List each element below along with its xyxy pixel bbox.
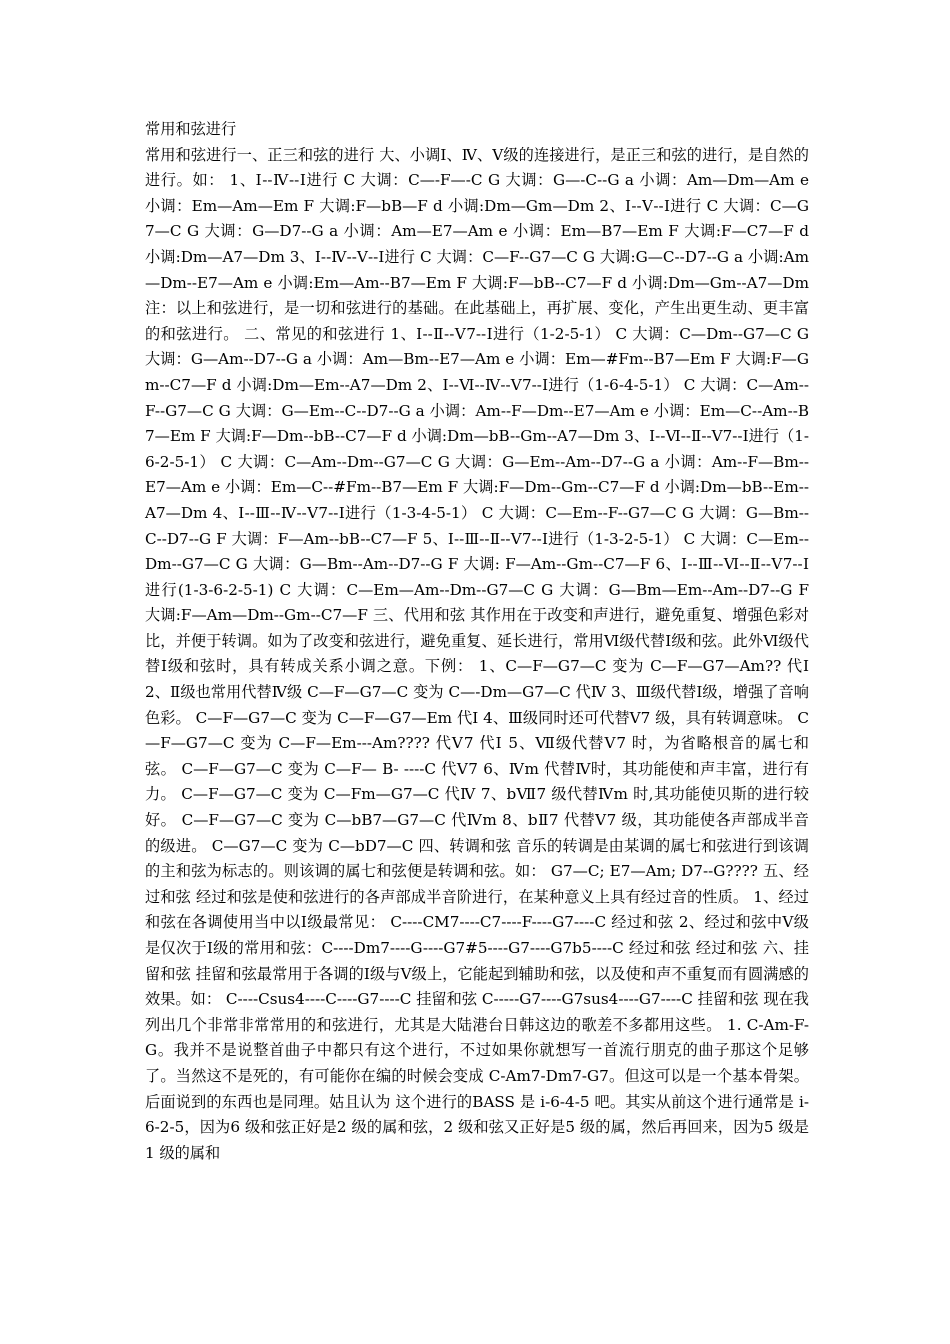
document-body: 常用和弦进行一、正三和弦的进行 大、小调Ⅰ、Ⅳ、Ⅴ级的连接进行，是正三和弦的进行，是自然的进行。如： 1、Ⅰ--Ⅳ--Ⅰ进行 C 大调：C—-F—-C G 大调：G—-C--G a 小调：Am—Dm—Am e 小调：Em—Am—Em F 大调:F—bB—F d 小调:Dm—Gm—Dm 2、Ⅰ--Ⅴ--Ⅰ进行 C 大调：C—G7—C G 大调：G—D7--G a 小调：Am—E7—Am e 小调：Em—B7—Em F 大调:F—C7—F d 小调:Dm—A7—Dm 3、Ⅰ--Ⅳ--Ⅴ--Ⅰ进行 C 大调：C—F--G7—C G 大调:G—C--D7--G a 小调:Am—Dm--E7—Am e 小调:Em—Am--B7—Em F 大调:F—bB--C7—F d 小调:Dm—Gm--A7—Dm 注：以上和弦进行，是一切和弦进行的基础。在此基础上，再扩展、变化，产生出更生动、更丰富的和弦进行。 二、常见的和弦进行 1、Ⅰ--Ⅱ--Ⅴ7--Ⅰ进行（1-2-5-1） C 大调：C—Dm--G7—C G 大调：G—Am--D7--G a 小调：Am—Bm--E7—Am e 小调：Em—#Fm--B7—Em F 大调:F—Gm--C7—F d 小调:Dm—Em--A7—Dm 2、Ⅰ--Ⅵ--Ⅳ--Ⅴ7--Ⅰ进行（1-6-4-5-1） C 大调：C—Am--F--G7—C G 大调：G—Em--C--D7--G a 小调：Am--F—Dm--E7—Am e 小调：Em—C--Am--B7—Em F 大调:F—Dm--bB--C7—F d 小调:Dm—bB--Gm--A7—Dm 3、Ⅰ--Ⅵ--Ⅱ--Ⅴ7--Ⅰ进行（1-6-2-5-1） C 大调：C—Am--Dm--G7—C G 大调：G—Em--Am--D7--G a 小调：Am--F—Bm--E7—Am e 小调：Em—C--#Fm--B7—Em F 大调:F—Dm--Gm--C7—F d 小调:Dm—bB--Em--A7—Dm 4、Ⅰ--Ⅲ--Ⅳ--Ⅴ7--Ⅰ进行（1-3-4-5-1） C 大调：C—Em--F--G7—C G 大调：G—Bm--C--D7--G F 大调：F—Am--bB--C7—F 5、Ⅰ--Ⅲ--Ⅱ--Ⅴ7--Ⅰ进行（1-3-2-5-1） C 大调：C—Em--Dm--G7—C G 大调：G—Bm--Am--D7--G F 大调: F—Am--Gm--C7—F 6、Ⅰ--Ⅲ--Ⅵ--Ⅱ--Ⅴ7--Ⅰ进行(1-3-6-2-5-1) C 大调：C—Em—Am--Dm--G7—C G 大调：G—Bm—Em--Am--D7--G F 大调:F—Am—Dm--Gm--C7—F 三、代用和弦 其作用在于改变和声进行，避免重复、增强色彩对比，并便于转调。如为了改变和弦进行，避免重复、延长进行，常用Ⅵ级代替Ⅰ级和弦。此外Ⅵ级代替Ⅰ级和弦时，具有转成关系小调之意。下例： 1、C—F—G7—C 变为 C—F—G7—Am?? 代Ⅰ 2、Ⅱ级也常用代替Ⅳ级 C—F—G7—C 变为 C—-Dm—G7—C 代Ⅳ 3、Ⅲ级代替Ⅰ级，增强了音响色彩。 C—F—G7—C 变为 C—F—G7—Em 代Ⅰ 4、Ⅲ级同时还可代替Ⅴ7 级，具有转调意味。 C—F—G7—C 变为 C—F—Em---Am???? 代Ⅴ7 代Ⅰ 5、Ⅶ级代替Ⅴ7 时，为省略根音的属七和弦。 C—F—G7—C 变为 C—F— B- ----C 代Ⅴ7 6、Ⅳm 代替Ⅳ时，其功能使和声丰富，进行有力。 C—F—G7—C 变为 C—Fm—G7—C 代Ⅳ 7、bⅦ7 级代替Ⅳm 时,其功能使贝斯的进行较好。 C—F—G7—C 变为 C—bB7—G7—C 代Ⅳm 8、bⅡ7 代替Ⅴ7 级，其功能使各声部成半音的级进。 C—G7—C 变为 C—bD7—C 四、转调和弦 音乐的转调是由某调的属七和弦进行到该调的主和弦为标志的。则该调的属七和弦便是转调和弦。如： G7—C; E7—Am; D7--G???? 五、经过和弦 经过和弦是使和弦进行的各声部成半音阶进行，在某种意义上具有经过音的性质。 1、经过和弦在各调使用当中以Ⅰ级最常见： C----CM7----C7----F----G7----C 经过和弦 2、经过和弦中Ⅴ级是仅次于Ⅰ级的常用和弦：C----Dm7----G----G7#5----G7----G7b5----C 经过和弦 经过和弦 六、挂留和弦 挂留和弦最常用于各调的Ⅰ级与Ⅴ级上，它能起到辅助和弦，以及使和声不重复而有圆满感的效果。如： C----Csus4----C----G7----C 挂留和弦 C-----G7----G7sus4----G7----C 挂留和弦 现在我列出几个非常非常常用的和弦进行，尤其是大陆港台日韩这边的歌差不多都用这些。 1. C-Am-F-G。我并不是说整首曲子中都只有这个进行，不过如果你就想写一首流行朋克的曲子那这个足够了。当然这不是死的，有可能你在编的时候会变成 C-Am7-Dm7-G7。但这可以是一个基本骨架。后面说到的东西也是同理。姑且认为 这个进行的BASS 是 i-6-4-5 吧。其实从前这个进行通常是 i-6-2-5，因为6 级和弦正好是2 级的属和弦，2 级和弦又正好是5 级的属，然后再回来，因为5 级是1 级的属和 (145, 145, 809, 1162)
document-page (145, 117, 809, 1166)
document-title: 常用和弦进行 (145, 120, 237, 138)
